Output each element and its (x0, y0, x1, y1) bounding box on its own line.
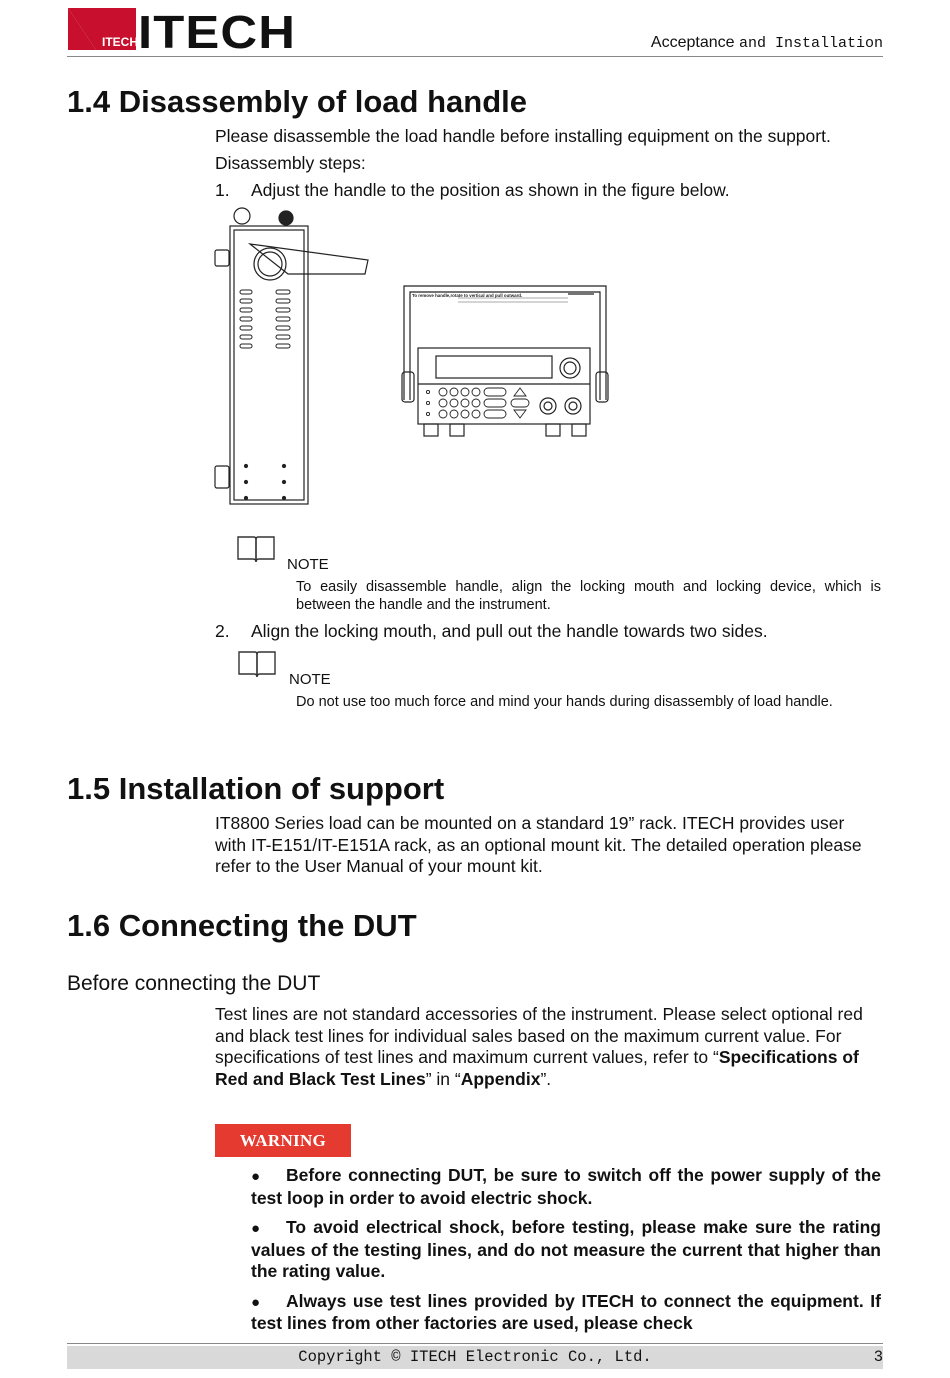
warning-item (251, 1291, 881, 1335)
header-title-mono: and Installation (738, 35, 883, 52)
bullet-icon: ● (251, 1220, 261, 1237)
test-lines-spec-reference: Specifications of Red and Black Test Lines (215, 1047, 859, 1089)
body-text-end: ”. (540, 1068, 552, 1089)
warning-item (251, 1165, 881, 1209)
before-connecting-subheading: Before connecting the DUT (67, 972, 321, 995)
section-1-4-heading: 1.4 Disassembly of load handle (67, 84, 527, 119)
bullet-icon: ● (251, 1168, 261, 1185)
warning-item-text: Before connecting DUT, be sure to switch off the power supply of the test loop in order to avoid electric shock. (251, 1165, 881, 1208)
step-1-text: Adjust the handle to the position as shown in the figure below. (251, 180, 730, 200)
warning-item (251, 1217, 881, 1283)
bullet-icon: ● (251, 1293, 261, 1311)
section-1-4-intro: Please disassemble the load handle before installing equipment on the support. (215, 126, 831, 146)
itech-logo (68, 8, 298, 50)
section-1-6-heading: 1.6 Connecting the DUT (67, 908, 417, 943)
note-2-text: Do not use too much force and mind your hands during disassembly of load handle. (296, 694, 833, 710)
warning-item-text: To avoid electrical shock, before testing, please make sure the rating values of the testing lines, and do not measure the current that higher than the rating value. (251, 1217, 881, 1281)
warning-badge: WARNING (215, 1124, 351, 1157)
step-2-number: 2. (215, 621, 230, 641)
step-1 (215, 180, 730, 201)
book-icon (236, 534, 276, 564)
section-1-5-heading: 1.5 Installation of support (67, 771, 445, 806)
logo-badge: ITECH (102, 35, 138, 49)
disassembly-steps-label: Disassembly steps: (215, 153, 366, 173)
footer-rule (67, 1343, 883, 1344)
logo-text: ITECH (138, 8, 296, 50)
warning-item-text: Always use test lines provided by ITECH to connect the equipment. If test lines from other factories are used, please check (251, 1290, 881, 1333)
step-2 (215, 621, 768, 642)
footer (67, 1346, 883, 1369)
appendix-reference: Appendix (460, 1068, 541, 1089)
warning-list (251, 1165, 881, 1343)
instrument-front-view-figure (398, 282, 610, 442)
copyright-text: Copyright © ITECH Electronic Co., Ltd. (298, 1348, 652, 1366)
body-text-mid: ” in “ (425, 1068, 461, 1089)
page-number: 3 (873, 1348, 883, 1366)
instrument-side-view-figure (210, 204, 375, 510)
note-2-label: NOTE (289, 671, 331, 688)
body-text-start: Test lines are not standard accessories of the instrument. Please select optional red and black test lines for individual sales based on the maximum current value. For specifications of test lines and maximum current values, refer to “ (215, 1004, 863, 1067)
header-title-sans: Acceptance (650, 34, 735, 51)
section-1-6-body (215, 1004, 887, 1090)
note-1-text: To easily disassemble handle, align the locking mouth and locking device, which is between the handle and the instrument. (296, 579, 881, 613)
step-1-number: 1. (215, 180, 230, 200)
running-header (651, 34, 883, 52)
section-1-5-body: IT8800 Series load can be mounted on a standard 19” rack. ITECH provides user with IT-E151/IT-E151A rack, as an optional mount kit. The detailed operation please refer to the User Manual of your mount kit. (215, 813, 862, 876)
step-2-text: Align the locking mouth, and pull out the handle towards two sides. (251, 621, 768, 641)
header-rule (67, 56, 883, 57)
figure-handle-instruction: To remove handle,rotate to vertical and pull outward. (412, 293, 523, 298)
note-1-label: NOTE (287, 556, 329, 573)
book-icon (237, 649, 277, 679)
